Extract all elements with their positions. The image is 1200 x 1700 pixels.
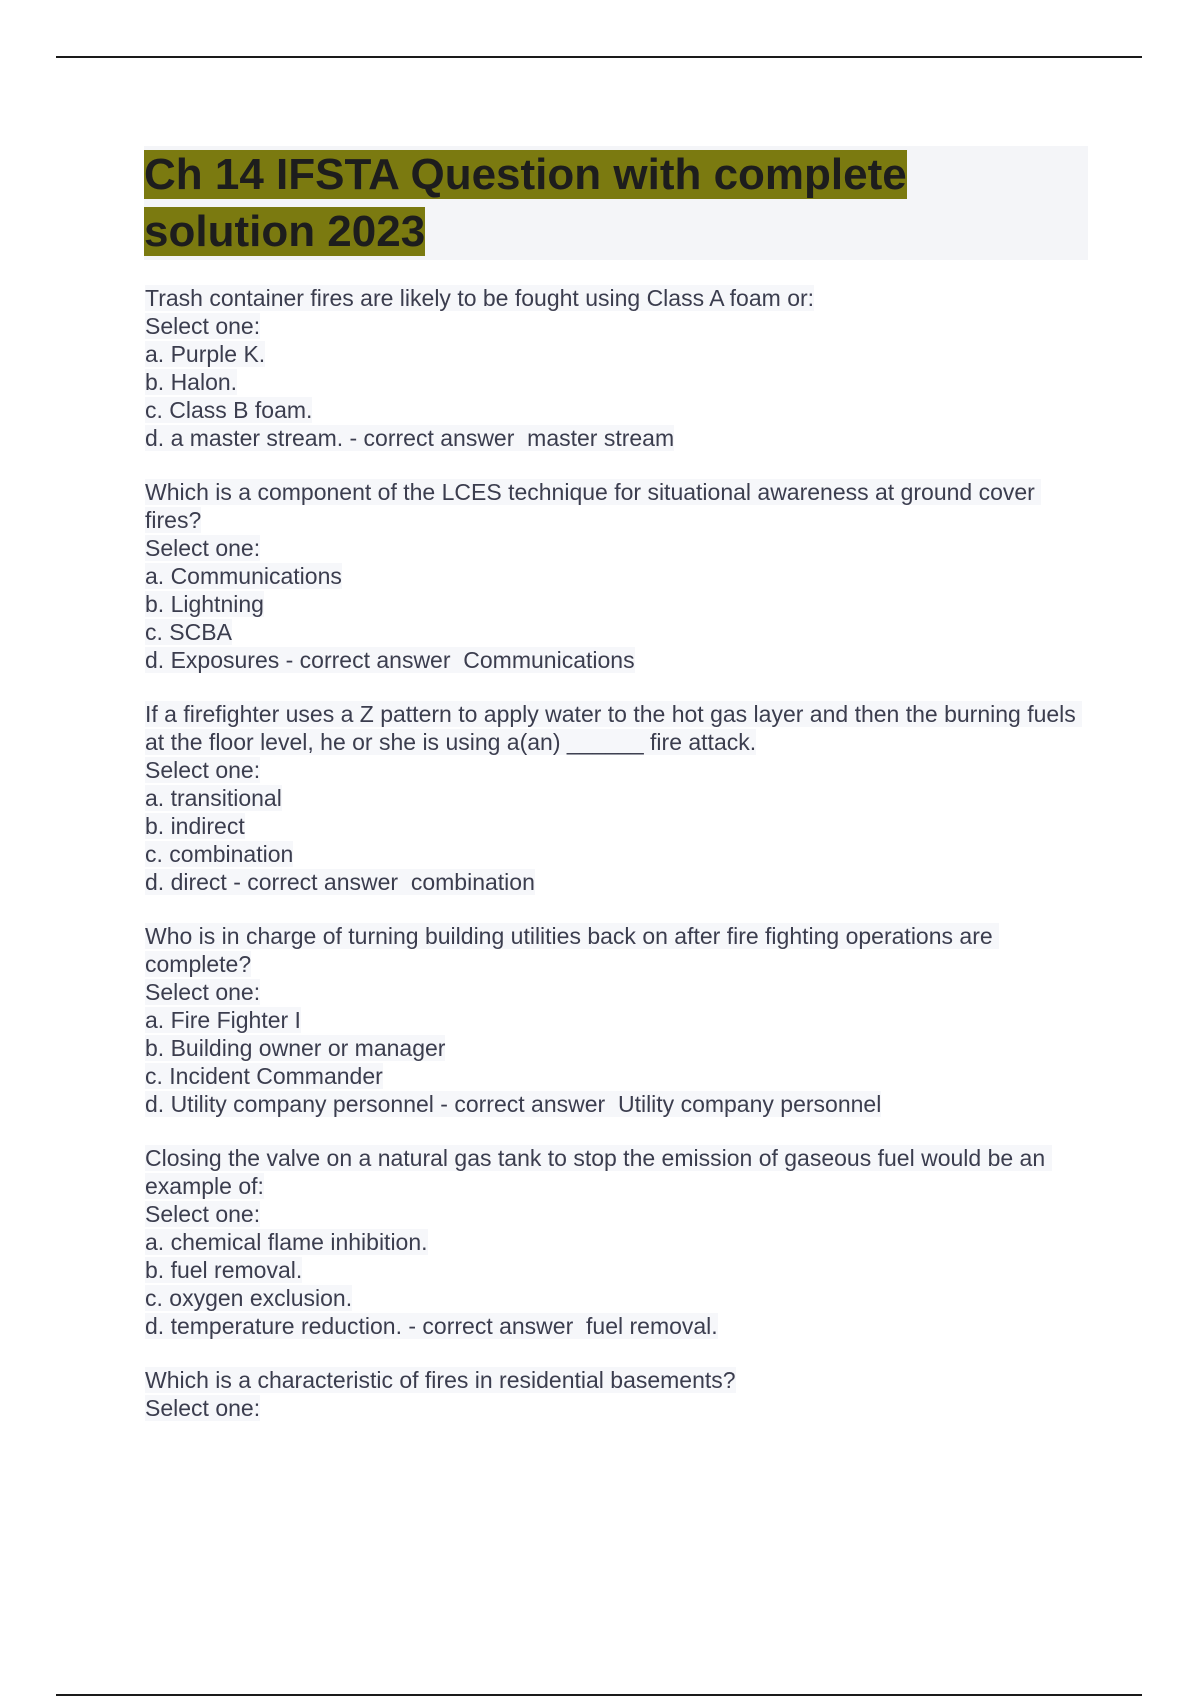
answer-option: b. Building owner or manager: [145, 1035, 446, 1061]
answer-option: b. Lightning: [145, 591, 264, 617]
question-prompt: Who is in charge of turning building utilities back on after fire fighting operations are complete?: [145, 923, 1000, 977]
answer-option-with-solution: d. Exposures - correct answer Communications: [145, 647, 635, 673]
question-instruction: Select one:: [145, 979, 261, 1005]
question-instruction: Select one:: [145, 1395, 261, 1421]
page-title-text: Ch 14 IFSTA Question with complete solution 2023: [144, 150, 907, 256]
answer-option: a. Communications: [145, 563, 342, 589]
answer-option-with-solution: d. Utility company personnel - correct answer Utility company personnel: [145, 1091, 882, 1117]
answer-option: a. chemical flame inhibition.: [145, 1229, 428, 1255]
top-rule: [56, 56, 1142, 58]
answer-option: b. Halon.: [145, 369, 238, 395]
answer-option-with-solution: d. direct - correct answer combination: [145, 869, 535, 895]
bottom-rule: [56, 1694, 1142, 1696]
question-3: [145, 700, 1095, 896]
answer-option: a. Fire Fighter I: [145, 1007, 301, 1033]
question-instruction: Select one:: [145, 535, 261, 561]
title-block: [144, 146, 1088, 260]
answer-option: c. Incident Commander: [145, 1063, 383, 1089]
question-6: [145, 1366, 1095, 1422]
question-4: [145, 922, 1095, 1118]
page-title: [144, 146, 1004, 260]
answer-option: c. Class B foam.: [145, 397, 313, 423]
answer-option: a. Purple K.: [145, 341, 266, 367]
answer-option: c. SCBA: [145, 619, 232, 645]
answer-option: c. combination: [145, 841, 294, 867]
question-prompt: If a firefighter uses a Z pattern to apply water to the hot gas layer and then the burning fuels at the floor level, he or she is using a(an) ______ fire attack.: [145, 701, 1083, 755]
question-instruction: Select one:: [145, 313, 261, 339]
question-5: [145, 1144, 1095, 1340]
answer-option: b. indirect: [145, 813, 245, 839]
answer-option: b. fuel removal.: [145, 1257, 303, 1283]
answer-option-with-solution: d. a master stream. - correct answer master stream: [145, 425, 675, 451]
question-instruction: Select one:: [145, 1201, 261, 1227]
answer-option: c. oxygen exclusion.: [145, 1285, 353, 1311]
question-list: [145, 284, 1095, 1448]
question-prompt: Closing the valve on a natural gas tank to stop the emission of gaseous fuel would be an example of:: [145, 1145, 1052, 1199]
question-prompt: Trash container fires are likely to be fought using Class A foam or:: [145, 285, 815, 311]
question-prompt: Which is a characteristic of fires in residential basements?: [145, 1367, 736, 1393]
question-prompt: Which is a component of the LCES technique for situational awareness at ground cover fires?: [145, 479, 1042, 533]
question-1: [145, 284, 1095, 452]
question-instruction: Select one:: [145, 757, 261, 783]
answer-option: a. transitional: [145, 785, 282, 811]
question-2: [145, 478, 1095, 674]
answer-option-with-solution: d. temperature reduction. - correct answer fuel removal.: [145, 1313, 718, 1339]
